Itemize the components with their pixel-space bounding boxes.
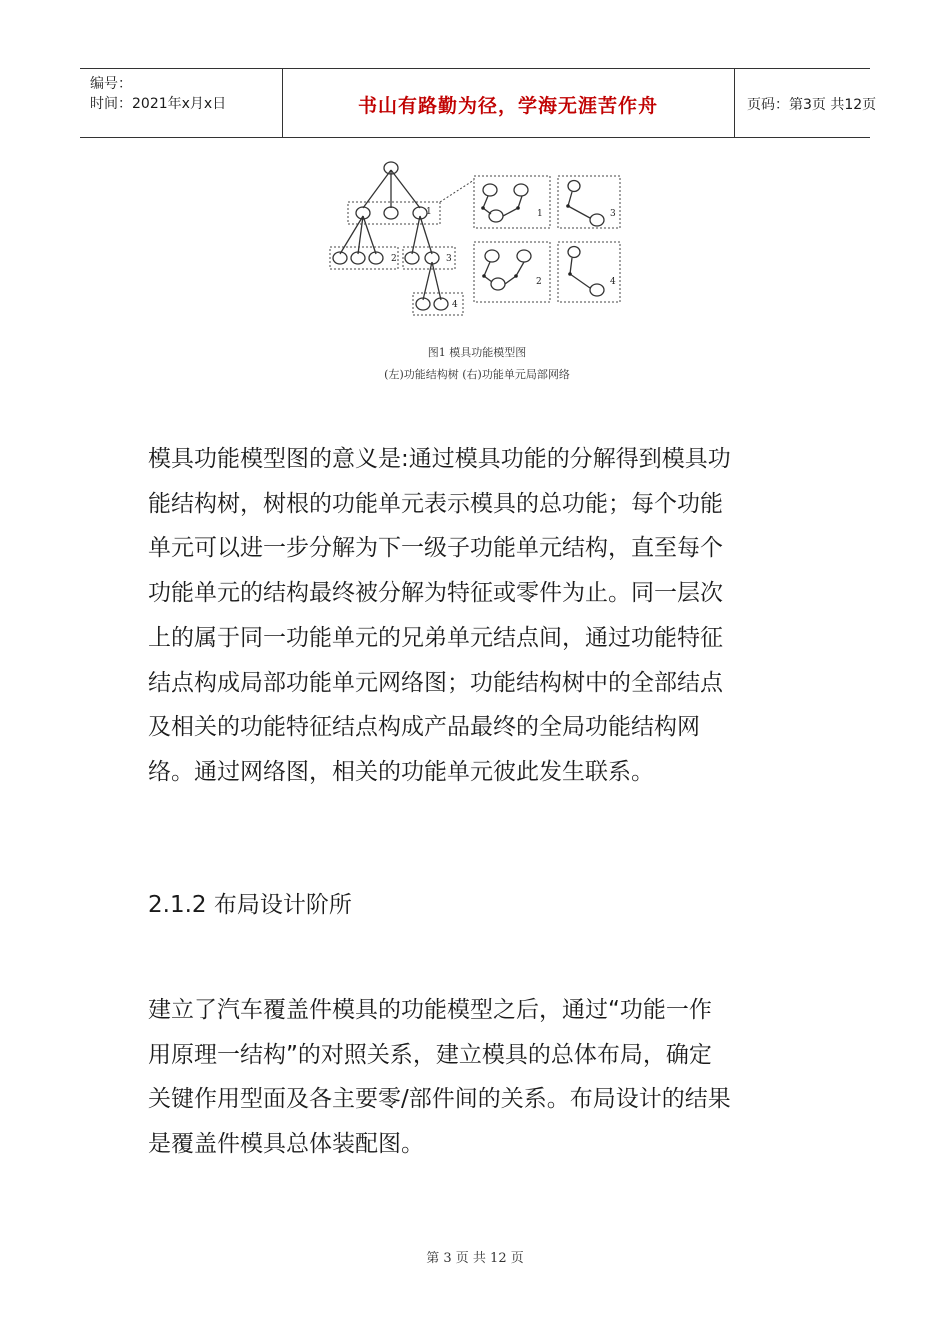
paragraph-line: 结点构成局部功能单元网络图；功能结构树中的全部结点 bbox=[148, 669, 723, 696]
paragraph-line: 模具功能模型图的意义是:通过模具功能的分解得到模具功 bbox=[148, 446, 731, 472]
function-model-figure bbox=[328, 158, 626, 390]
paragraph-line: 建立了汽车覆盖件模具的功能模型之后，通过“功能一作 bbox=[148, 997, 712, 1023]
header-page-cell bbox=[735, 69, 877, 137]
figure-caption-title: 图1 模具功能模型图 bbox=[427, 346, 527, 359]
header-info-cell bbox=[80, 69, 283, 137]
document-time-label: 时间：2021年x月x日 bbox=[90, 96, 227, 112]
tree-box-label: 2 bbox=[391, 254, 397, 264]
figure-caption-subtitle: (左)功能结构树 (右)功能单元局部网络 bbox=[384, 368, 570, 381]
footer-page-number: 第 3 页 共 12 页 bbox=[426, 1251, 524, 1266]
section-heading: 2.1.2 布局设计阶所 bbox=[148, 892, 352, 918]
network-label: 4 bbox=[610, 277, 616, 287]
paragraph-line: 络。通过网络图，相关的功能单元彼此发生联系。 bbox=[148, 758, 654, 785]
paragraph-line: 关键作用型面及各主要零/部件间的关系。布局设计的结果 bbox=[148, 1086, 731, 1113]
paragraph-line: 功能单元的结构最终被分解为特征或零件为止。同一层次 bbox=[148, 580, 723, 607]
header-table bbox=[80, 68, 877, 138]
paragraph-line: 能结构树，树根的功能单元表示模具的总功能；每个功能 bbox=[148, 490, 723, 517]
paragraph-function-model bbox=[148, 437, 808, 795]
network-label: 2 bbox=[536, 277, 542, 287]
header-motto: 书山有路勤为径，学海无涯苦作舟 bbox=[357, 95, 658, 117]
network-label: 1 bbox=[537, 209, 543, 219]
paragraph-line: 单元可以进一步分解为下一级子功能单元结构，直至每个 bbox=[148, 535, 723, 562]
network-label: 3 bbox=[610, 209, 616, 219]
paragraph-line: 是覆盖件模具总体装配图。 bbox=[148, 1131, 424, 1158]
paragraph-line: 上的属于同一功能单元的兄弟单元结点间，通过功能特征 bbox=[148, 624, 723, 651]
tree-box-label: 3 bbox=[446, 254, 452, 264]
header-page-number: 页码：第3页 共12页 bbox=[747, 97, 877, 113]
paragraph-layout-design bbox=[148, 988, 808, 1167]
function-model-diagram bbox=[328, 158, 626, 338]
tree-box-label: 4 bbox=[452, 300, 458, 310]
document-number-label: 编号： bbox=[90, 76, 132, 92]
paragraph-line: 用原理一结构”的对照关系，建立模具的总体布局，确定 bbox=[148, 1041, 712, 1068]
header-motto-cell bbox=[282, 69, 735, 137]
paragraph-line: 及相关的功能特征结点构成产品最终的全局功能结构网 bbox=[148, 714, 700, 741]
tree-box-label: 1 bbox=[426, 207, 432, 217]
